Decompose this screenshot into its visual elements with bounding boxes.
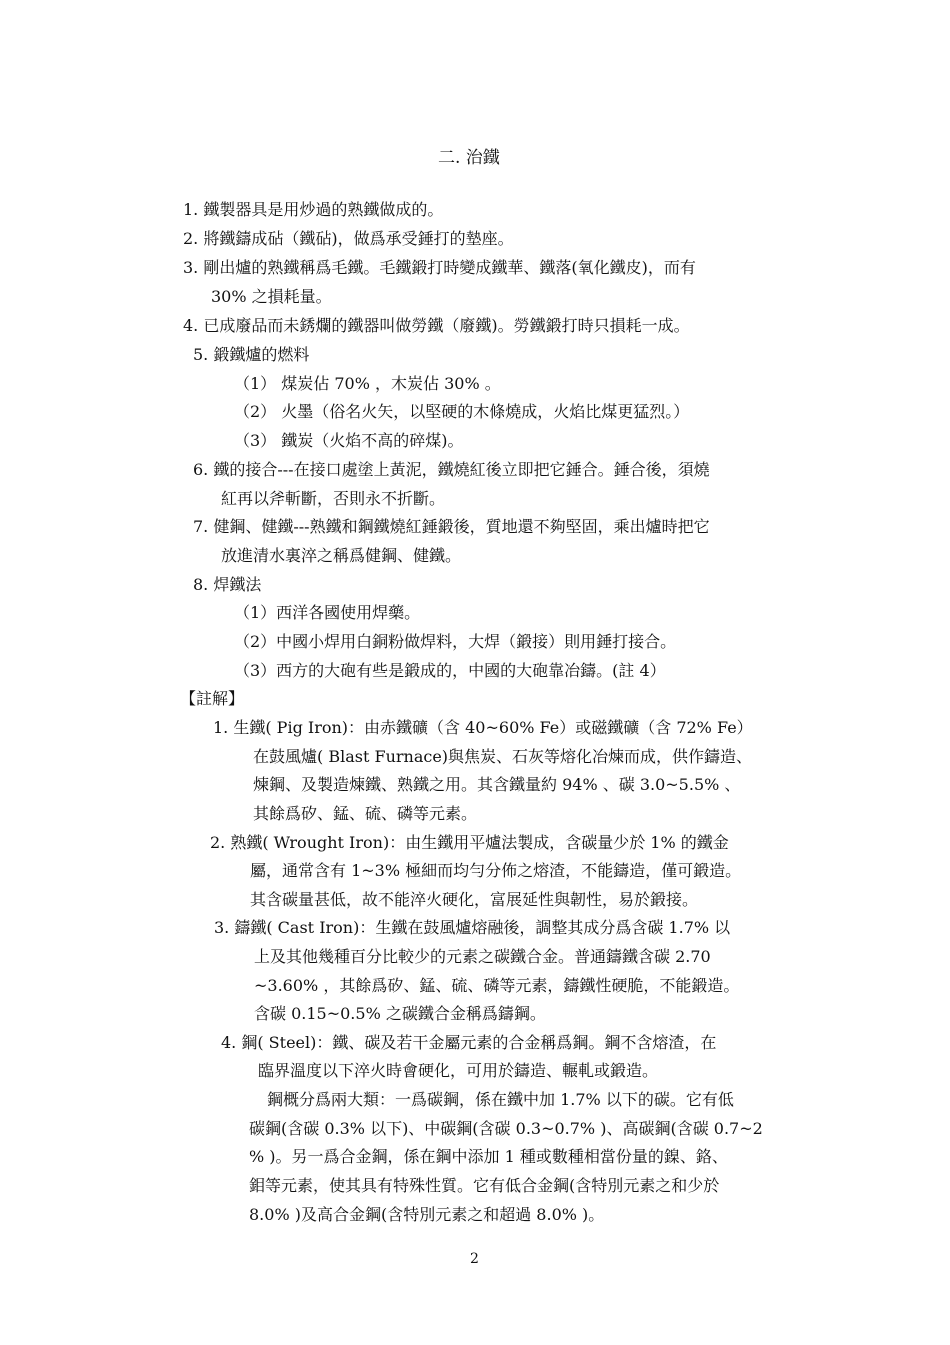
note-4-line-6: 鉬等元素，使其具有特殊性質。它有低合金鋼(含特別元素之和少於 xyxy=(249,1176,720,1195)
item-3-line-2: 30% 之損耗量。 xyxy=(211,287,332,306)
page-title: 二. 治鐵 xyxy=(438,148,500,168)
item-4: 4. 已成廢品而未銹爛的鐵器叫做勞鐵（廢鐵)。勞鐵鍛打時只損耗一成。 xyxy=(183,316,690,335)
note-3-line-3: ~3.60% ，其餘爲矽、錳、硫、磷等元素，鑄鐵性硬脆，不能鍛造。 xyxy=(254,976,740,995)
note-2-line-1: 2. 熟鐵( Wrought Iron)：由生鐵用平爐法製成，含碳量少於 1% 的鐵金 xyxy=(210,833,729,852)
item-2: 2. 將鐵鑄成砧（鐵砧)，做爲承受錘打的墊座。 xyxy=(183,229,514,248)
item-7-line-2: 放進清水裏淬之稱爲健鋼、健鐵。 xyxy=(221,546,462,565)
notes-heading: 【註解】 xyxy=(180,689,245,708)
item-1: 1. 鐵製器具是用炒過的熟鐵做成的。 xyxy=(183,200,444,219)
item-8: 8. 焊鐵法 xyxy=(193,575,262,594)
note-3-line-4: 含碳 0.15~0.5% 之碳鐵合金稱爲鑄鋼。 xyxy=(254,1004,546,1023)
item-8-sub-3: （3）西方的大砲有些是鍛成的，中國的大砲靠冶鑄。(註 4） xyxy=(234,661,666,680)
item-6-line-1: 6. 鐵的接合---在接口處塗上黃泥，鐵燒紅後立即把它錘合。錘合後，須燒 xyxy=(193,460,710,479)
note-4-line-7: 8.0% )及高合金鋼(含特別元素之和超過 8.0% )。 xyxy=(249,1205,605,1224)
note-1-line-3: 煉鋼、及製造煉鐵、熟鐵之用。其含鐵量約 94% 、碳 3.0~5.5% 、 xyxy=(253,775,741,794)
note-4-line-4: 碳鋼(含碳 0.3% 以下)、中碳鋼(含碳 0.3~0.7% )、高碳鋼(含碳 0.7~2 xyxy=(249,1119,763,1138)
item-7-line-1: 7. 健鋼、健鐵---熟鐵和鋼鐵燒紅錘鍛後，質地還不夠堅固，乘出爐時把它 xyxy=(193,517,710,536)
item-5-sub-1: （1） 煤炭佔 70% ，木炭佔 30% 。 xyxy=(234,374,501,393)
note-2-line-3: 其含碳量甚低，故不能淬火硬化，富展延性與韌性，易於鍛接。 xyxy=(250,890,699,909)
note-3-line-1: 3. 鑄鐵( Cast Iron)：生鐵在鼓風爐熔融後，調整其成分爲含碳 1.7% 以 xyxy=(214,918,731,937)
item-5: 5. 鍛鐵爐的燃料 xyxy=(193,345,310,364)
note-1-line-4: 其餘爲矽、錳、硫、磷等元素。 xyxy=(253,804,478,823)
item-3-line-1: 3. 剛出爐的熟鐵稱爲毛鐵。毛鐵鍛打時變成鐵華、鐵落(氧化鐵皮)，而有 xyxy=(183,258,696,277)
item-8-sub-1: （1）西洋各國使用焊藥。 xyxy=(234,603,421,622)
item-5-sub-2: （2） 火墨（俗名火矢，以堅硬的木條燒成，火焰比煤更猛烈。） xyxy=(234,402,690,421)
note-1-line-2: 在鼓風爐( Blast Furnace)與焦炭、石灰等熔化冶煉而成，供作鑄造、 xyxy=(253,747,753,766)
item-5-sub-3: （3） 鐵炭（火焰不高的碎煤)。 xyxy=(234,431,464,450)
note-2-line-2: 屬，通常含有 1~3% 極細而均勻分佈之熔渣，不能鑄造，僅可鍛造。 xyxy=(250,861,742,880)
note-1-line-1: 1. 生鐵( Pig Iron)：由赤鐵礦（含 40~60% Fe）或磁鐵礦（含 72% Fe） xyxy=(213,718,753,737)
item-8-sub-2: （2）中國小焊用白銅粉做焊料，大焊（鍛接）則用錘打接合。 xyxy=(234,632,677,651)
note-4-line-5: % )。另一爲合金鋼，係在鋼中添加 1 種或數種相當份量的鎳、鉻、 xyxy=(249,1147,728,1166)
note-4-line-1: 4. 鋼( Steel)：鐵、碳及若干金屬元素的合金稱爲鋼。鋼不含熔渣，在 xyxy=(221,1033,717,1052)
item-6-line-2: 紅再以斧斬斷，否則永不折斷。 xyxy=(221,489,446,508)
note-4-line-3: 鋼概分爲兩大類：一爲碳鋼，係在鐵中加 1.7% 以下的碳。它有低 xyxy=(267,1090,734,1109)
page-number: 2 xyxy=(470,1251,479,1267)
note-4-line-2: 臨界溫度以下淬火時會硬化，可用於鑄造、輾軋或鍛造。 xyxy=(258,1061,659,1080)
note-3-line-2: 上及其他幾種百分比較少的元素之碳鐵合金。普通鑄鐵含碳 2.70 xyxy=(254,947,711,966)
